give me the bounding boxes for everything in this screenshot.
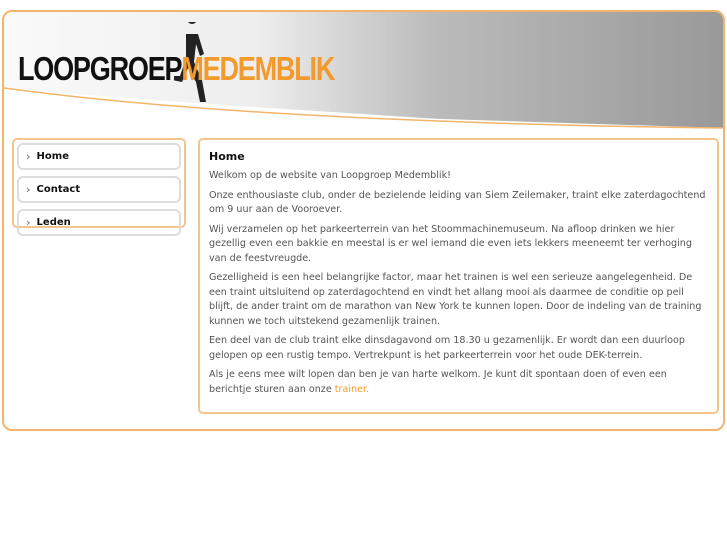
paragraph: Gezelligheid is een heel belangrijke factor, maar het trainen is wel een serieuze aangelegenheid. De een traint uitsluitend op zaterdagochtend en vindt het allang mooi als daarmee de conditie op peil blijft, de ander traint om de marathon van New York te kunnen lopen. Door de indeling van de training kunnen we toch uitstekend gezamenlijk trainen.: [209, 272, 702, 327]
paragraph: Onze enthousiaste club, onder de bezielende leiding van Siem Zeilemaker, traint elke zaterdagochtend om 9 uur aan de Vooroever.: [209, 189, 706, 215]
paragraph: Welkom op de website van Loopgroep Medemblik!: [209, 170, 452, 181]
nav-label: Contact: [36, 184, 81, 195]
sidebar-item-leden[interactable]: [17, 209, 181, 236]
sidebar-item-home[interactable]: [17, 143, 181, 170]
chevron-right-icon: ›: [26, 150, 31, 163]
paragraph: Wij verzamelen op het parkeerterrein van het Stoommachinemuseum. Na afloop drinken we hier gezellig even een bakkie en meestal is er wel iemand die even iets lekkers meeneemt ter verhoging van de feestvreugde.: [209, 223, 692, 264]
main-content: [198, 138, 719, 414]
paragraph: [209, 368, 708, 397]
sidebar-nav: [12, 138, 186, 228]
nav-label: Home: [36, 151, 69, 162]
site-logo[interactable]: LOOPGROEPMEDEMBLIK: [18, 50, 335, 87]
page-title: Home: [209, 150, 245, 163]
paragraph: Een deel van de club traint elke dinsdagavond om 18.30 u gezamenlijk. Er wordt dan een duurloop gelopen op een rustig tempo. Vertrekpunt is het parkeerterrein voor het oude DEK-terrein.: [209, 335, 685, 361]
page-frame: [2, 10, 725, 431]
chevron-right-icon: ›: [26, 183, 31, 196]
trainer-link[interactable]: trainer.: [334, 383, 370, 395]
paragraph-text: Als je eens mee wilt lopen dan ben je van harte welkom. Je kunt dit spontaan doen of even een berichtje sturen aan onze: [209, 369, 667, 395]
sidebar-item-contact[interactable]: [17, 176, 181, 203]
chevron-right-icon: ›: [26, 216, 31, 229]
nav-label: Leden: [36, 217, 71, 228]
